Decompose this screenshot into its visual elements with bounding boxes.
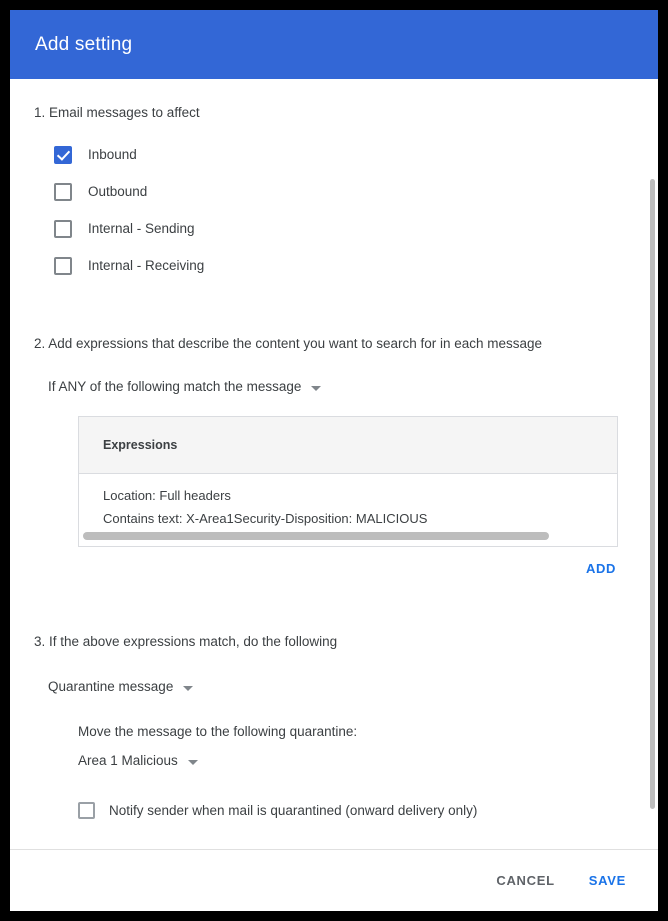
dialog-footer (10, 849, 658, 911)
section-2-title: 2. Add expressions that describe the content you want to search for in each message (34, 336, 543, 351)
chevron-down-icon (188, 760, 198, 765)
chevron-down-icon (183, 686, 193, 691)
checkbox-notify-sender-icon[interactable] (78, 802, 95, 819)
action-dropdown-value: Quarantine message (48, 679, 174, 694)
dialog-body (10, 79, 658, 849)
expressions-horizontal-scrollbar-thumb[interactable] (83, 532, 549, 540)
match-type-dropdown[interactable] (48, 379, 321, 394)
action-dropdown[interactable] (48, 679, 193, 694)
section-expressions (34, 336, 630, 580)
checkbox-internal-sending-icon[interactable] (54, 220, 72, 238)
page-title: Add setting (35, 33, 133, 55)
checkbox-row-notify-sender[interactable] (78, 802, 630, 819)
expressions-horizontal-scrollbar[interactable] (79, 532, 617, 546)
add-expression-button[interactable]: ADD (586, 561, 616, 576)
expressions-table-header (79, 417, 617, 474)
dialog-vertical-scrollbar[interactable] (650, 179, 655, 809)
expressions-row-list (79, 474, 617, 546)
quarantine-dropdown[interactable] (78, 753, 198, 768)
dialog-body-content (10, 79, 658, 839)
expressions-column-header: Expressions (103, 438, 178, 452)
section-3-title: 3. If the above expressions match, do the following (34, 634, 338, 649)
checkbox-notify-sender-label: Notify sender when mail is quarantined (onward delivery only) (109, 803, 478, 818)
table-row[interactable]: Location: Full headers (103, 488, 231, 503)
chevron-down-icon (311, 386, 321, 391)
add-setting-dialog (10, 10, 658, 911)
checkbox-internal-receiving-icon[interactable] (54, 257, 72, 275)
section-email-messages (34, 105, 630, 284)
checkbox-internal-sending-label: Internal - Sending (88, 221, 195, 236)
checkbox-row-outbound[interactable] (34, 173, 630, 210)
section-1-title: 1. Email messages to affect (34, 105, 200, 120)
dialog-header (10, 10, 658, 79)
checkbox-row-inbound[interactable] (34, 136, 630, 173)
quarantine-instruction-text: Move the message to the following quarantine: (78, 724, 358, 739)
checkbox-row-internal-receiving[interactable] (34, 247, 630, 284)
add-expression-row (34, 557, 618, 580)
match-type-dropdown-value: If ANY of the following match the message (48, 379, 302, 394)
checkbox-inbound-icon[interactable] (54, 146, 72, 164)
checkbox-internal-receiving-label: Internal - Receiving (88, 258, 205, 273)
checkbox-row-internal-sending[interactable] (34, 210, 630, 247)
table-row[interactable]: Contains text: X-Area1Security-Disposition: MALICIOUS (103, 511, 428, 526)
quarantine-dropdown-value: Area 1 Malicious (78, 753, 178, 768)
checkbox-outbound-icon[interactable] (54, 183, 72, 201)
section-actions (34, 634, 630, 819)
save-button[interactable]: SAVE (575, 864, 640, 897)
expressions-table (78, 416, 618, 547)
email-direction-checkbox-list (34, 136, 630, 284)
checkbox-outbound-label: Outbound (88, 184, 148, 199)
cancel-button[interactable]: CANCEL (482, 864, 568, 897)
checkbox-inbound-label: Inbound (88, 147, 137, 162)
